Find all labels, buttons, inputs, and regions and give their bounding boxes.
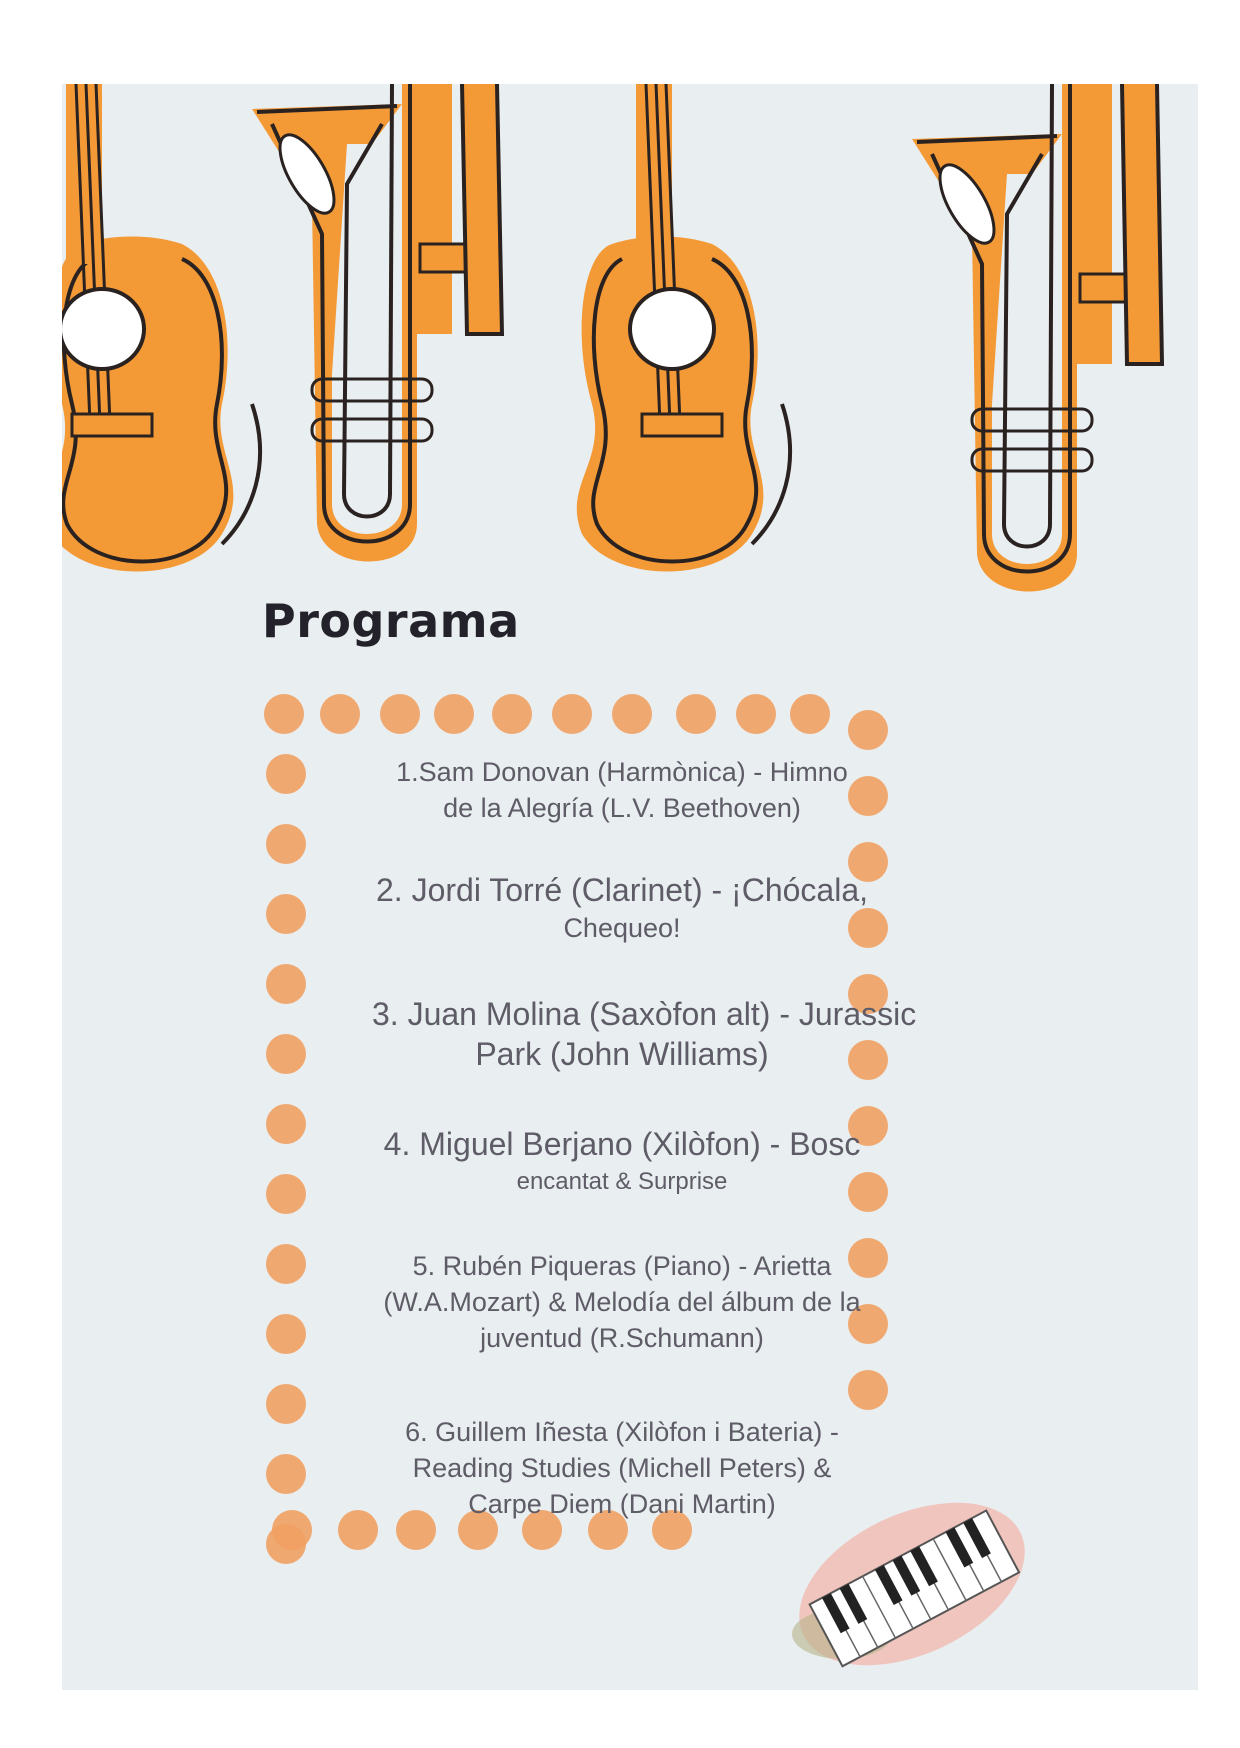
- program-item-line: Park (John Williams): [475, 1036, 769, 1072]
- frame-dot: [266, 964, 306, 1004]
- frame-dot: [266, 1104, 306, 1144]
- program-item-3: [372, 994, 917, 1074]
- program-item-line: de la Alegría (L.V. Beethoven): [443, 793, 801, 823]
- frame-dot: [612, 694, 652, 734]
- piano-keys-icon: [782, 1474, 1042, 1674]
- program-item-4: [372, 1124, 872, 1200]
- frame-dot: [848, 710, 888, 750]
- frame-dot: [272, 1510, 312, 1550]
- frame-dot: [266, 1174, 306, 1214]
- program-item-line: 2. Jordi Torré (Clarinet) - ¡Chócala,: [375, 872, 868, 908]
- program-item-line: Carpe Diem (Dani Martin): [468, 1489, 776, 1519]
- program-item-line: encantat & Surprise: [516, 1168, 728, 1195]
- frame-dot: [266, 1244, 306, 1284]
- frame-dot: [552, 694, 592, 734]
- frame-dot: [266, 1314, 306, 1354]
- program-item-line: Reading Studies (Michell Peters) &: [412, 1453, 832, 1483]
- frame-dot: [266, 1454, 306, 1494]
- program-item-line: 4. Miguel Berjano (Xilòfon) - Bosc: [383, 1126, 861, 1162]
- program-item-line: 1.Sam Donovan (Harmònica) - Himno: [396, 757, 848, 787]
- program-item-line: 6. Guillem Iñesta (Xilòfon i Bateria) -: [405, 1417, 839, 1447]
- program-item-line: juventud (R.Schumann): [480, 1323, 764, 1353]
- frame-dot: [848, 1370, 888, 1410]
- program-item-line: (W.A.Mozart) & Melodía del álbum de la: [383, 1287, 861, 1317]
- program-item-line: Chequeo!: [563, 913, 681, 943]
- frame-dot: [492, 694, 532, 734]
- frame-dot: [380, 694, 420, 734]
- frame-dot: [736, 694, 776, 734]
- program-item-1: [372, 754, 872, 826]
- program-item-5: [372, 1248, 872, 1356]
- program-page: [62, 84, 1198, 1690]
- frame-dot: [264, 694, 304, 734]
- frame-dot: [676, 694, 716, 734]
- frame-dot: [266, 894, 306, 934]
- page-title: Programa: [262, 594, 520, 648]
- frame-dot: [790, 694, 830, 734]
- program-item-line: 3. Juan Molina (Saxòfon alt) - Jurassic: [372, 996, 917, 1032]
- program-item-2: [372, 870, 872, 946]
- frame-dot: [320, 694, 360, 734]
- frame-dot: [434, 694, 474, 734]
- program-item-line: 5. Rubén Piqueras (Piano) - Arietta: [412, 1251, 832, 1281]
- frame-dot: [266, 754, 306, 794]
- frame-dot: [266, 1384, 306, 1424]
- frame-dot: [266, 824, 306, 864]
- frame-dot: [266, 1034, 306, 1074]
